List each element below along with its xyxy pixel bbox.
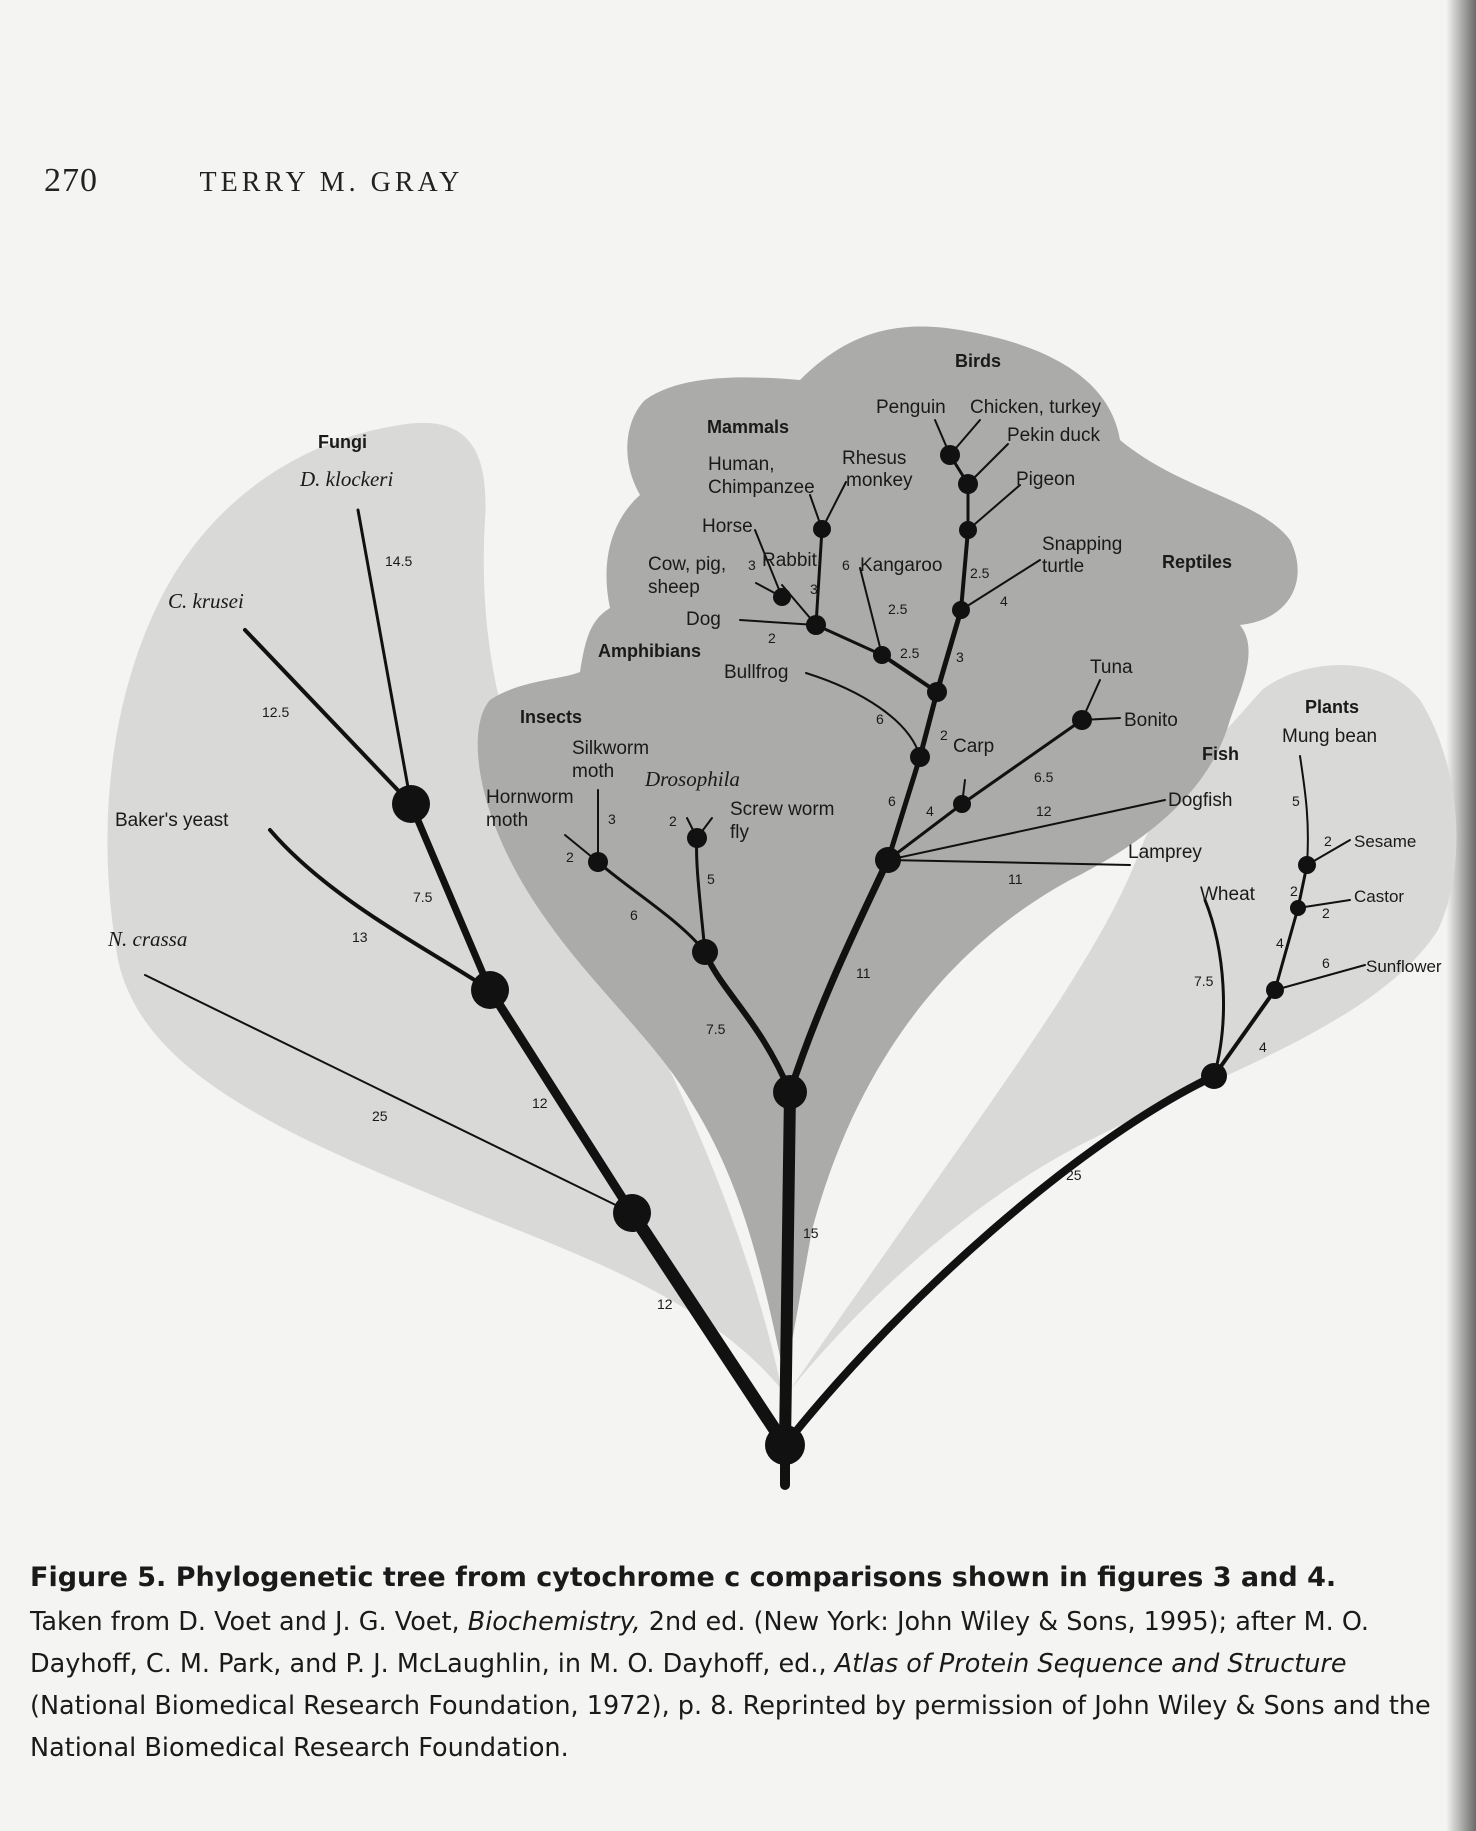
- node-fungi-stem: [471, 971, 509, 1009]
- taxon-rhesus-line1: Rhesus: [842, 448, 907, 469]
- clade-label-reptiles: Reptiles: [1162, 552, 1233, 572]
- taxon-hornworm-line2: moth: [486, 810, 529, 831]
- caption-text-1: Taken from D. Voet and J. G. Voet,: [30, 1607, 468, 1637]
- taxon-castor: Castor: [1354, 887, 1405, 906]
- taxon-c-krusei: C. krusei: [168, 589, 244, 613]
- bl-plant-root: 25: [1066, 1167, 1082, 1183]
- figure-caption-title: Figure 5. Phylogenetic tree from cytochrome c comparisons shown in figures 3 and 4.: [30, 1562, 1337, 1593]
- taxon-d-klockeri: D. klockeri: [300, 467, 394, 491]
- node-fungi-inner: [392, 785, 430, 823]
- caption-text-3: (National Biomedical Research Foundation, 1972), p. 8. Reprinted by permission of John Wiley & Sons and the National Biomedical Research Foundation.: [30, 1691, 1431, 1763]
- taxon-silkworm-line2: moth: [572, 761, 615, 782]
- taxon-snapping-line2: turtle: [1042, 556, 1085, 577]
- taxon-dog: Dog: [686, 609, 721, 630]
- taxon-human-line2: Chimpanzee: [708, 477, 815, 498]
- caption-text-2: 2nd ed. (New York: John Wiley & Sons, 1995); after M. O. Dayhoff, C. M. Park, and P. J. McLaughlin, in M. O. Dayhoff, ed.,: [30, 1607, 1369, 1679]
- bl-sesame: 2: [1324, 833, 1332, 849]
- bl-bakers-yeast: 13: [352, 929, 368, 945]
- clade-label-mammals: Mammals: [707, 417, 790, 437]
- bl-wheat: 7.5: [1194, 973, 1214, 989]
- bl-lepidoptera: 6: [630, 907, 638, 923]
- node-lepidoptera: [588, 852, 608, 872]
- node-insects: [692, 939, 718, 965]
- taxon-screwworm-line1: Screw worm: [730, 799, 835, 820]
- node-cow: [773, 588, 791, 606]
- taxon-pigeon: Pigeon: [1016, 469, 1076, 490]
- taxon-lamprey: Lamprey: [1128, 842, 1202, 863]
- bl-snapping-turtle: 2.5: [970, 565, 990, 581]
- bl-rabbit: 3: [810, 581, 818, 597]
- taxon-hornworm-line1: Hornworm: [486, 787, 574, 808]
- clade-label-plants: Plants: [1305, 697, 1360, 717]
- taxon-tuna: Tuna: [1090, 657, 1133, 678]
- bl-drosophila: 2: [669, 813, 677, 829]
- clade-label-birds: Birds: [955, 351, 1002, 371]
- taxon-bullfrog: Bullfrog: [724, 662, 789, 683]
- taxon-screwworm-line2: fly: [730, 822, 749, 843]
- figure-caption: [30, 1562, 1460, 1769]
- node-tuna: [1072, 710, 1092, 730]
- running-head-author: TERRY M. GRAY: [199, 167, 464, 198]
- bl-kangaroo: 6: [842, 557, 850, 573]
- bl-mung-bean: 5: [1292, 793, 1300, 809]
- bl-carp-tuna: 6: [888, 793, 896, 809]
- clade-label-fish: Fish: [1202, 744, 1240, 764]
- bl-fungi-root: 12: [657, 1296, 673, 1312]
- node-tetrapods: [910, 747, 930, 767]
- bl-bird-reptile: 3: [956, 649, 964, 665]
- taxon-n-crassa: N. crassa: [108, 927, 188, 951]
- taxon-sesame: Sesame: [1354, 832, 1417, 851]
- figure-caption-body: [30, 1601, 1460, 1769]
- bl-cow-pig: 3: [748, 557, 756, 573]
- taxon-wheat: Wheat: [1200, 884, 1255, 905]
- node-fungi-root: [613, 1194, 651, 1232]
- node-vertebrates: [875, 847, 901, 873]
- taxon-dogfish: Dogfish: [1168, 790, 1233, 811]
- bl-dogfish: 12: [1036, 803, 1052, 819]
- bl-animal-root: 15: [803, 1225, 819, 1241]
- page-number: 270: [44, 162, 98, 199]
- clade-label-amphibians: Amphibians: [598, 641, 702, 661]
- bl-c-krusei: 12.5: [262, 704, 290, 720]
- node-placentals: [806, 615, 826, 635]
- bl-d-klockeri: 14.5: [385, 553, 413, 569]
- taxon-drosophila: Drosophila: [645, 767, 740, 791]
- taxon-sunflower: Sunflower: [1366, 957, 1442, 976]
- node-mammals: [873, 646, 891, 664]
- bl-fungi-inner: 7.5: [413, 889, 433, 905]
- bl-diptera: 5: [707, 871, 715, 887]
- bl-castor-node: 2: [1290, 883, 1298, 899]
- node-amniotes: [927, 682, 947, 702]
- node-reptiles: [952, 601, 970, 619]
- bl-reptile-stem: 4: [1000, 593, 1008, 609]
- bl-vertebrate-stem: 11: [856, 965, 871, 981]
- taxon-cow-line1: Cow, pig,: [648, 554, 727, 575]
- taxon-chicken: Chicken, turkey: [970, 397, 1101, 418]
- taxon-horse: Horse: [702, 516, 753, 537]
- bl-hornworm: 2: [566, 849, 574, 865]
- clade-label-insects: Insects: [520, 707, 583, 727]
- taxon-rabbit: Rabbit: [762, 550, 817, 571]
- caption-italic-biochemistry: Biochemistry,: [467, 1607, 641, 1637]
- taxon-carp: Carp: [953, 736, 995, 757]
- bl-n-crassa: 25: [372, 1108, 388, 1124]
- bl-silkworm: 3: [608, 811, 616, 827]
- node-plant-inner: [1290, 900, 1306, 916]
- node-plants: [1201, 1063, 1227, 1089]
- bl-fungi-stem: 12: [532, 1095, 548, 1111]
- taxon-pekin-duck: Pekin duck: [1007, 425, 1100, 446]
- taxon-penguin: Penguin: [876, 397, 946, 418]
- taxon-rhesus-line2: monkey: [846, 470, 913, 491]
- taxon-bonito: Bonito: [1124, 710, 1178, 731]
- taxon-cow-line2: sheep: [648, 577, 700, 598]
- bl-mammal-inner: 2.5: [888, 601, 908, 617]
- bl-plant-stem: 4: [1259, 1039, 1267, 1055]
- taxon-silkworm-line1: Silkworm: [572, 738, 650, 759]
- bl-carp: 4: [926, 803, 934, 819]
- bl-castor: 2: [1322, 905, 1330, 921]
- taxon-mung-bean: Mung bean: [1282, 726, 1378, 747]
- bl-mammal-stem: 2.5: [900, 645, 920, 661]
- node-diptera: [687, 828, 707, 848]
- taxon-kangaroo: Kangaroo: [860, 555, 943, 576]
- node-carp: [953, 795, 971, 813]
- bl-lamprey: 11: [1008, 871, 1023, 887]
- branch-animal-root: [785, 1092, 790, 1445]
- bl-insect-stem: 7.5: [706, 1021, 726, 1037]
- taxon-human-line1: Human,: [708, 454, 775, 475]
- node-bird-inner: [958, 474, 978, 494]
- caption-italic-atlas: Atlas of Protein Sequence and Structure: [834, 1649, 1347, 1679]
- node-plant-stem: [1266, 981, 1284, 999]
- bl-dog: 2: [768, 630, 776, 646]
- node-primates: [813, 520, 831, 538]
- node-sesame: [1298, 856, 1316, 874]
- taxon-snapping-line1: Snapping: [1042, 534, 1123, 555]
- clade-label-fungi: Fungi: [318, 432, 367, 452]
- node-galliform: [940, 445, 960, 465]
- bl-tuna-bonito: 6.5: [1034, 769, 1054, 785]
- bl-plant-inner: 4: [1276, 935, 1284, 951]
- taxon-bakers-yeast: Baker's yeast: [115, 810, 229, 831]
- bl-sunflower: 6: [1322, 955, 1330, 971]
- bl-amniote: 2: [940, 727, 948, 743]
- bl-bullfrog: 6: [876, 711, 884, 727]
- node-animals: [773, 1075, 807, 1109]
- node-birds: [959, 521, 977, 539]
- node-root: [765, 1425, 805, 1465]
